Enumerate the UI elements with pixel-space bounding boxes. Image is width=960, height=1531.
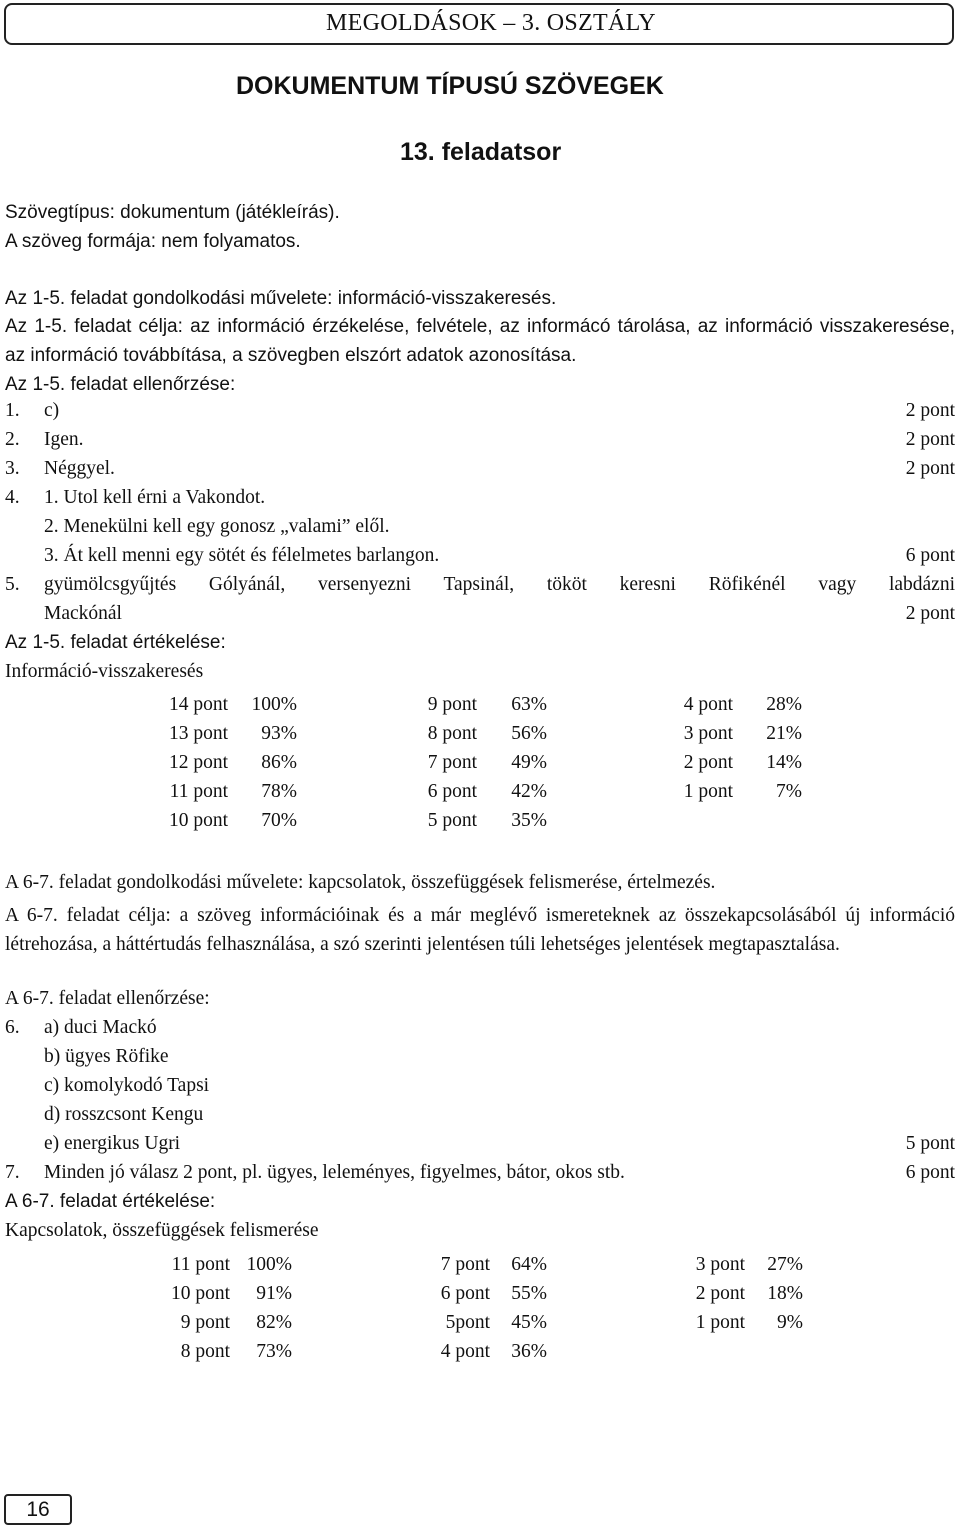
score-points: 9 pont [427, 694, 477, 715]
section1-eval-label: Az 1-5. feladat értékelése: [5, 632, 226, 653]
score-points: 3 pont [695, 1254, 745, 1275]
section1-eval-category: Információ-visszakeresés [5, 661, 204, 682]
score-percent: 9% [777, 1312, 803, 1333]
score-percent: 56% [511, 723, 547, 744]
answer-number: 4. [5, 487, 20, 508]
text-form-line: A szöveg formája: nem folyamatos. [5, 231, 301, 252]
section2-check-label: A 6-7. feladat ellenőrzése: [5, 988, 210, 1009]
score-percent: 100% [246, 1254, 292, 1275]
score-percent: 70% [261, 810, 297, 831]
answer-points: 2 pont [905, 400, 955, 421]
answer-points: 2 pont [905, 429, 955, 450]
section2-eval-label: A 6-7. feladat értékelése: [5, 1191, 216, 1212]
score-percent: 82% [256, 1312, 292, 1333]
score-points: 7 pont [427, 752, 477, 773]
header-title: MEGOLDÁSOK – 3. OSZTÁLY [326, 10, 656, 36]
score-points: 1 pont [695, 1312, 745, 1333]
answer-7-points: 6 pont [905, 1162, 955, 1183]
answer-number: 5. [5, 574, 20, 595]
answer-text: 3. Át kell menni egy sötét és félelmetes barlangon. [44, 545, 440, 566]
answer-points: 6 pont [905, 545, 955, 566]
answer-number: 1. [5, 400, 20, 421]
score-points: 7 pont [440, 1254, 490, 1275]
answer-text: Néggyel. [44, 458, 115, 479]
score-percent: 91% [256, 1283, 292, 1304]
score-percent: 36% [511, 1341, 547, 1362]
score-points: 13 pont [168, 723, 228, 744]
score-points: 6 pont [440, 1283, 490, 1304]
score-points: 11 pont [171, 1254, 230, 1275]
score-points: 2 pont [683, 752, 733, 773]
score-points: 14 pont [168, 694, 228, 715]
answer-6-points: 5 pont [905, 1133, 955, 1154]
section2-operation: A 6-7. feladat gondolkodási művelete: kapcsolatok, összefüggések felismerése, értelmezés. [5, 872, 716, 893]
score-points: 8 pont [180, 1341, 230, 1362]
score-points: 2 pont [695, 1283, 745, 1304]
section1-goal: Az 1-5. feladat célja: az információ érzékelése, felvétele, az informácó tárolása, az információ visszakeresése, az információ továbbítása, a szövegben elszórt adatok azonosítása. [5, 316, 955, 366]
score-percent: 35% [511, 810, 547, 831]
score-percent: 55% [511, 1283, 547, 1304]
page-number: 16 [4, 1494, 72, 1525]
score-percent: 28% [766, 694, 802, 715]
score-points: 5 pont [427, 810, 477, 831]
score-percent: 49% [511, 752, 547, 773]
score-points: 11 pont [169, 781, 228, 802]
answer-6-item: c) komolykodó Tapsi [44, 1075, 210, 1096]
score-percent: 21% [766, 723, 802, 744]
score-points: 8 pont [427, 723, 477, 744]
answer-number: 7. [5, 1162, 20, 1183]
score-points: 3 pont [683, 723, 733, 744]
section2-goal: A 6-7. feladat célja: a szöveg információinak és a már meglévő ismereteknek az összekapcsolásából új információ létrehozása, a háttértudás felhasználása, a szó szerinti jelentésen túli lehetséges jelentések megtapasztalása. [5, 905, 955, 955]
score-percent: 45% [511, 1312, 547, 1333]
answer-text: 2. Menekülni kell egy gonosz „valami” elől. [44, 516, 390, 537]
answer-6-item: b) ügyes Röfike [44, 1046, 169, 1067]
answer-text: Igen. [44, 429, 84, 450]
answer-6-item: a) duci Mackó [44, 1017, 157, 1038]
answer-text: c) [44, 400, 60, 421]
score-points: 1 pont [683, 781, 733, 802]
text-type-line: Szövegtípus: dokumentum (játékleírás). [5, 202, 340, 223]
score-points: 12 pont [168, 752, 228, 773]
score-points: 4 pont [683, 694, 733, 715]
answer-text: 1. Utol kell érni a Vakondot. [44, 487, 266, 508]
score-points: 4 pont [440, 1341, 490, 1362]
score-percent: 14% [766, 752, 802, 773]
answer-number: 6. [5, 1017, 20, 1038]
score-percent: 93% [261, 723, 297, 744]
answer-6-item: e) energikus Ugri [44, 1133, 181, 1154]
answer-6-item: d) rosszcsont Kengu [44, 1104, 204, 1125]
score-percent: 86% [261, 752, 297, 773]
score-percent: 42% [511, 781, 547, 802]
score-points: 5pont [445, 1312, 490, 1333]
answer-number: 3. [5, 458, 20, 479]
answer-5-text-line1: gyümölcsgyűjtés Gólyánál, versenyezni Tapsinál, tököt keresni Röfikénél vagy labdázni [44, 574, 955, 595]
score-points: 10 pont [168, 810, 228, 831]
answer-points: 2 pont [905, 458, 955, 479]
answer-5-points: 2 pont [905, 603, 955, 624]
score-percent: 27% [767, 1254, 803, 1275]
score-percent: 78% [261, 781, 297, 802]
score-points: 10 pont [170, 1283, 230, 1304]
exercise-set-title: 13. feladatsor [400, 138, 562, 166]
score-percent: 7% [776, 781, 802, 802]
document-title: DOKUMENTUM TÍPUSÚ SZÖVEGEK [236, 72, 664, 100]
answer-5-text-line2: Mackónál [44, 603, 122, 624]
answer-7-text: Minden jó válasz 2 pont, pl. ügyes, leleményes, figyelmes, bátor, okos stb. [44, 1162, 625, 1183]
score-percent: 100% [251, 694, 297, 715]
section1-operation: Az 1-5. feladat gondolkodási művelete: információ-visszakeresés. [5, 288, 557, 309]
section1-check-label: Az 1-5. feladat ellenőrzése: [5, 374, 236, 395]
score-percent: 73% [256, 1341, 292, 1362]
score-points: 9 pont [180, 1312, 230, 1333]
score-percent: 63% [511, 694, 547, 715]
section2-eval-category: Kapcsolatok, összefüggések felismerése [5, 1220, 319, 1241]
answer-number: 2. [5, 429, 20, 450]
score-percent: 18% [767, 1283, 803, 1304]
score-percent: 64% [511, 1254, 547, 1275]
score-points: 6 pont [427, 781, 477, 802]
